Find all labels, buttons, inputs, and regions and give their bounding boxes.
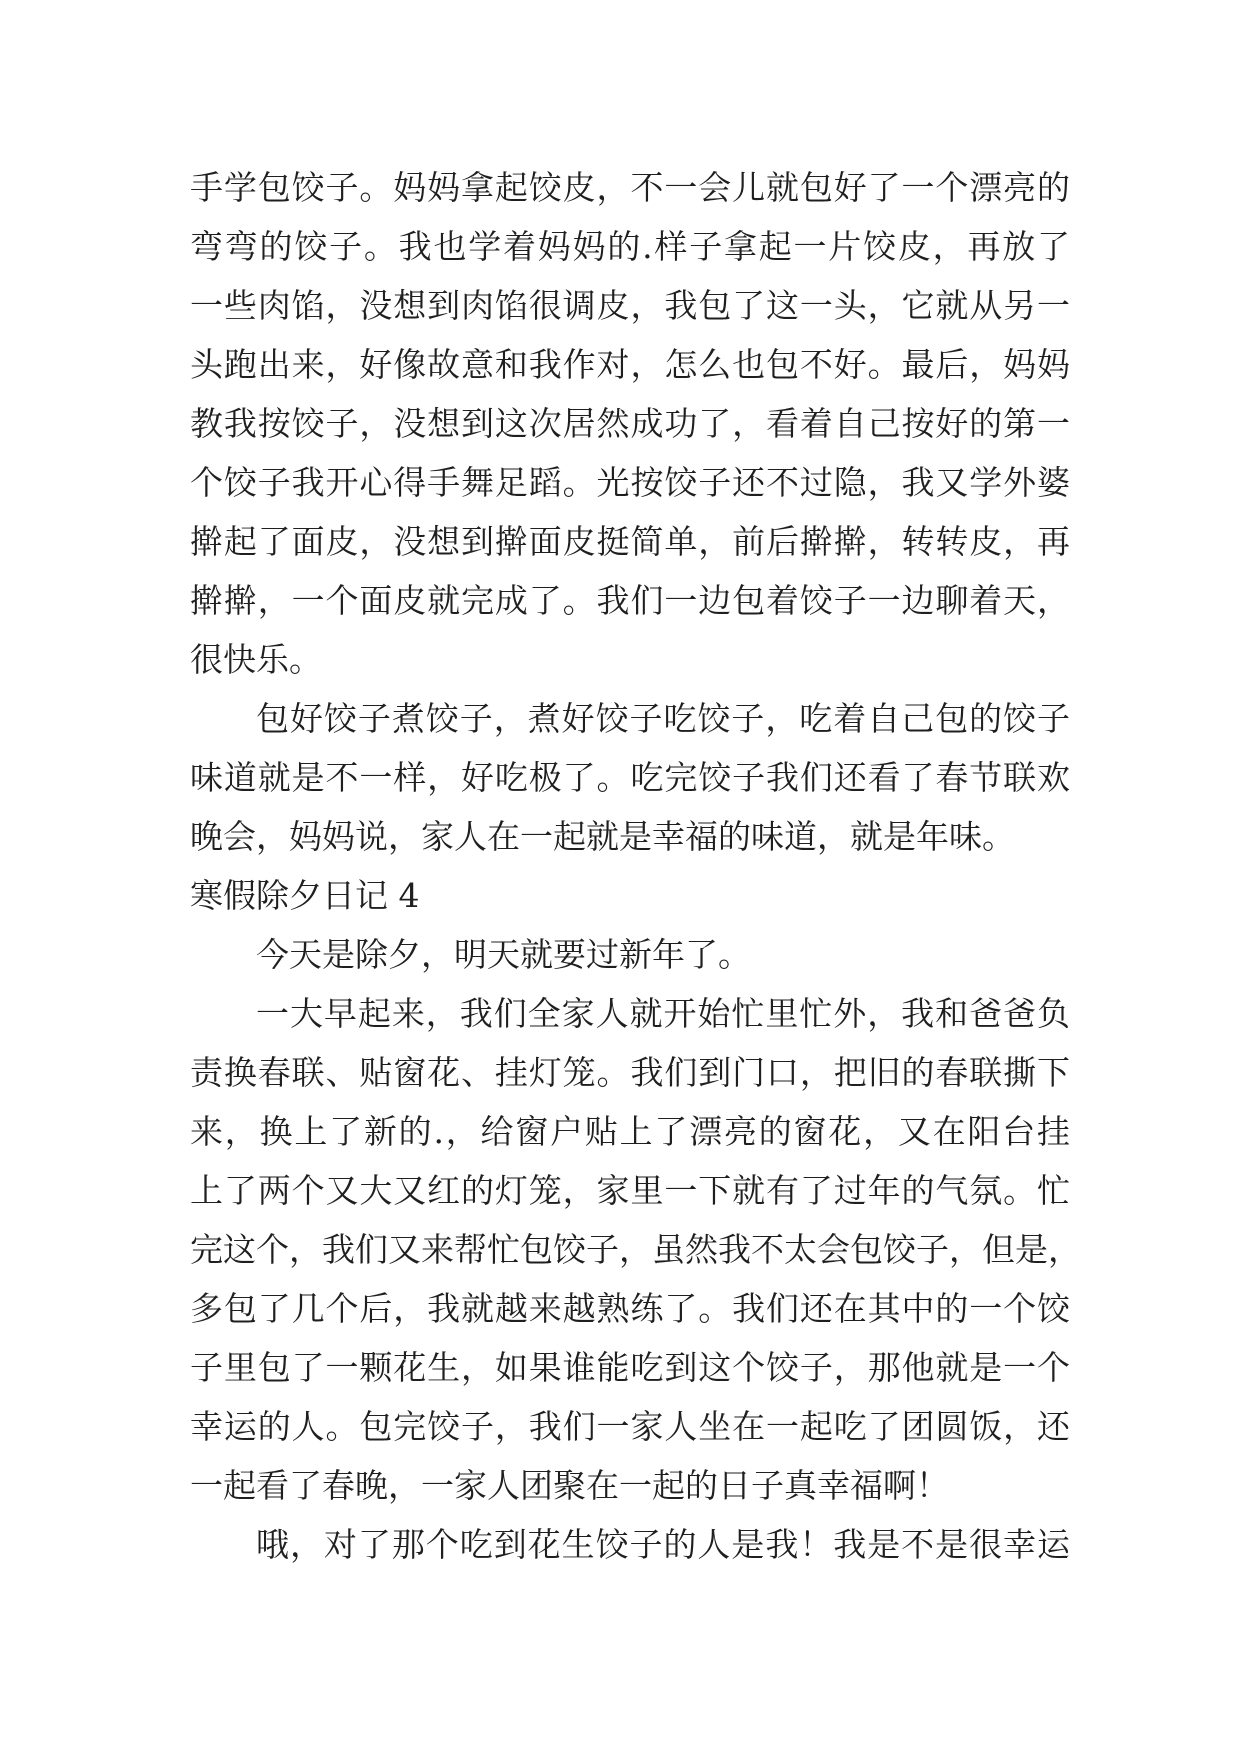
text-line: 手学包饺子。妈妈拿起饺皮，不一会儿就包好了一个漂亮的 (190, 168, 1070, 207)
text-line: 上了两个又大又红的灯笼，家里一下就有了过年的气氛。忙 (190, 1171, 1070, 1210)
text-line: 一大早起来，我们全家人就开始忙里忙外，我和爸爸负 (256, 994, 1070, 1033)
section-heading: 寒假除夕日记 4 (190, 876, 420, 915)
text-line: 擀起了面皮，没想到擀面皮挺简单，前后擀擀，转转皮，再 (190, 522, 1070, 561)
paragraph (190, 984, 1081, 1515)
text-line: 味道就是不一样，好吃极了。吃完饺子我们还看了春节联欢 (190, 758, 1070, 797)
text-line: 多包了几个后，我就越来越熟练了。我们还在其中的一个饺 (190, 1289, 1070, 1328)
document-body (190, 158, 1081, 1574)
text-line: 完这个，我们又来帮忙包饺子，虽然我不太会包饺子，但是， (190, 1230, 1081, 1269)
text-line: 个饺子我开心得手舞足蹈。光按饺子还不过隐，我又学外婆 (190, 463, 1070, 502)
text-line: 来，换上了新的.，给窗户贴上了漂亮的窗花，又在阳台挂 (190, 1112, 1070, 1151)
text-line: 一些肉馅，没想到肉馅很调皮，我包了这一头，它就从另一 (190, 286, 1070, 325)
text-line: 幸运的人。包完饺子，我们一家人坐在一起吃了团圆饭，还 (190, 1407, 1070, 1446)
paragraph (190, 689, 1070, 866)
text-line: 哦，对了那个吃到花生饺子的人是我！我是不是很幸运 (256, 1525, 1070, 1564)
text-line: 弯弯的饺子。我也学着妈妈的.样子拿起一片饺皮，再放了 (190, 227, 1070, 266)
paragraph (190, 925, 1070, 984)
paragraph (190, 158, 1070, 689)
text-line: 一起看了春晚，一家人团聚在一起的日子真幸福啊！ (190, 1466, 949, 1505)
text-line: 子里包了一颗花生，如果谁能吃到这个饺子，那他就是一个 (190, 1348, 1070, 1387)
text-line: 头跑出来，好像故意和我作对，怎么也包不好。最后，妈妈 (190, 345, 1070, 384)
text-line: 今天是除夕，明天就要过新年了。 (256, 935, 751, 974)
text-line: 很快乐。 (190, 640, 322, 679)
paragraph (190, 1515, 1070, 1574)
text-line: 教我按饺子，没想到这次居然成功了，看着自己按好的第一 (190, 404, 1070, 443)
text-line: 擀擀，一个面皮就完成了。我们一边包着饺子一边聊着天， (190, 581, 1070, 620)
text-line: 责换春联、贴窗花、挂灯笼。我们到门口，把旧的春联撕下 (190, 1053, 1070, 1092)
text-line: 晚会，妈妈说，家人在一起就是幸福的味道，就是年味。 (190, 817, 1015, 856)
text-line: 包好饺子煮饺子，煮好饺子吃饺子，吃着自己包的饺子 (256, 699, 1070, 738)
